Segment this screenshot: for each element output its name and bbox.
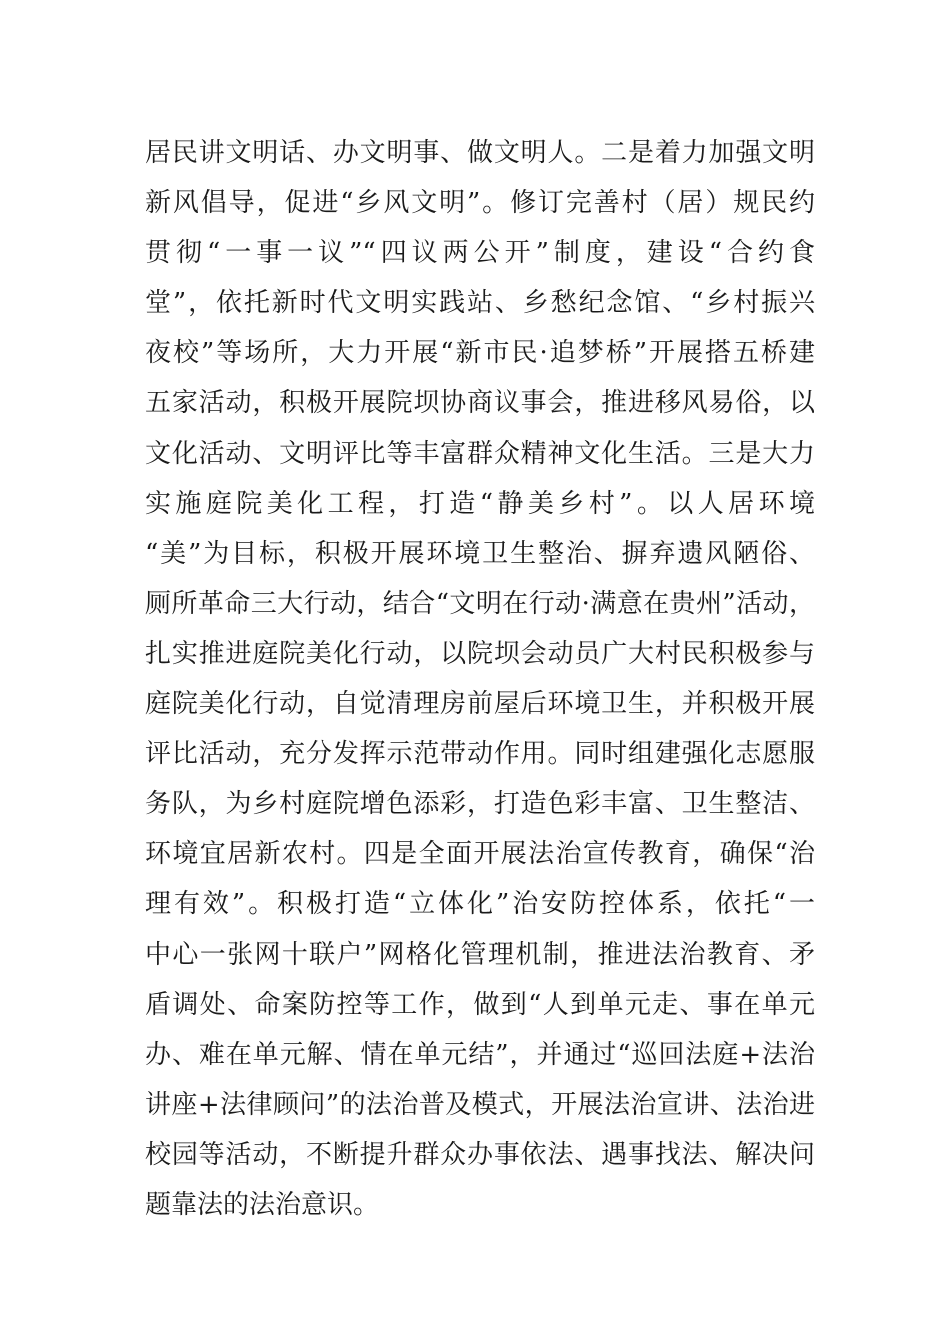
text-line: 五家活动，积极开展院坝协商议事会，推进移风易俗，以: [145, 388, 815, 419]
text-line: 盾调处、命案防控等工作，做到“人到单元走、事在单元: [145, 989, 815, 1020]
text-line: 新风倡导，促进“乡风文明”。修订完善村（居）规民约: [145, 188, 815, 219]
text-line: 庭院美化行动，自觉清理房前屋后环境卫生，并积极开展: [145, 689, 815, 720]
text-line: 校园等活动，不断提升群众办事依法、遇事找法、解决问: [145, 1139, 815, 1170]
text-line: 务队，为乡村庭院增色添彩，打造色彩丰富、卫生整洁、: [145, 789, 815, 820]
text-line: “美”为目标，积极开展环境卫生整治、摒弃遗风陋俗、: [145, 538, 815, 569]
text-line: 堂”，依托新时代文明实践站、乡愁纪念馆、“乡村振兴: [145, 288, 815, 319]
text-line: 题靠法的法治意识。: [145, 1189, 380, 1220]
text-line: 扎实推进庭院美化行动，以院坝会动员广大村民积极参与: [145, 638, 815, 669]
text-line: 贯彻“一事一议”“四议两公开”制度，建设“合约食: [145, 238, 815, 269]
text-line: 办、难在单元解、情在单元结”，并通过“巡回法庭+法治: [145, 1039, 815, 1070]
text-line: 环境宜居新农村。四是全面开展法治宣传教育，确保“治: [145, 839, 815, 870]
text-line: 评比活动，充分发挥示范带动作用。同时组建强化志愿服: [145, 739, 815, 770]
text-line: 讲座+法律顾问”的法治普及模式，开展法治宣讲、法治进: [145, 1089, 815, 1120]
text-line: 文化活动、文明评比等丰富群众精神文化生活。三是大力: [145, 438, 815, 469]
text-line: 中心一张网十联户”网格化管理机制，推进法治教育、矛: [145, 939, 815, 970]
text-line: 夜校”等场所，大力开展“新市民·追梦桥”开展搭五桥建: [145, 338, 815, 369]
text-line: 居民讲文明话、办文明事、做文明人。二是着力加强文明: [145, 138, 815, 168]
text-line: 理有效”。积极打造“立体化”治安防控体系，依托“一: [145, 889, 815, 920]
body-paragraph: [145, 128, 815, 1230]
text-line: 厕所革命三大行动，结合“文明在行动·满意在贵州”活动，: [145, 588, 815, 619]
text-line: 实施庭院美化工程，打造“静美乡村”。以人居环境: [145, 488, 815, 519]
